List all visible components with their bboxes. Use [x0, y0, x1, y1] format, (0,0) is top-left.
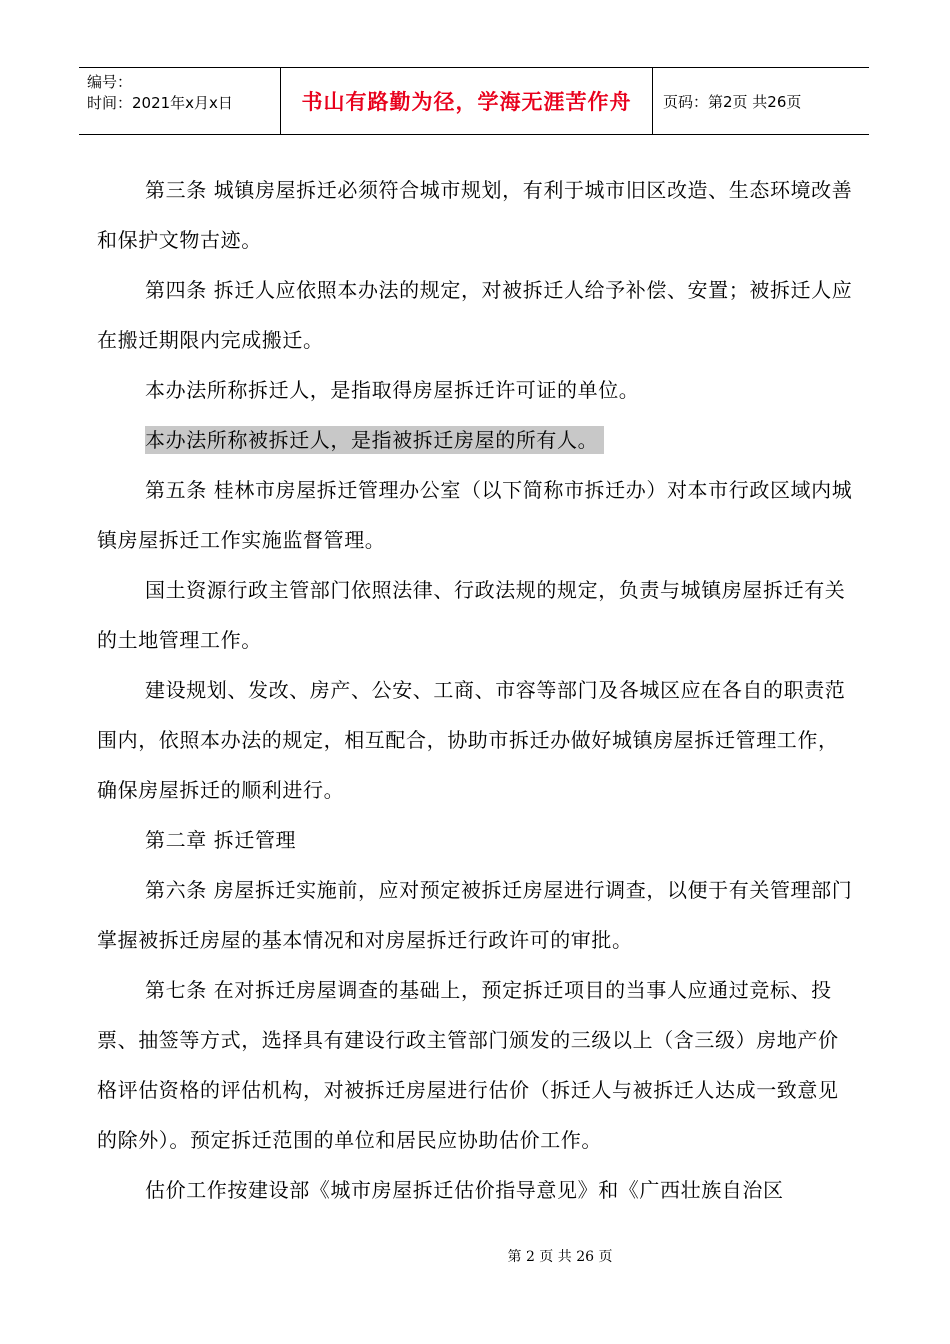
header-page-label: 页码：第2页 共26页	[663, 92, 802, 111]
paragraph-article-7: 第七条 在对拆迁房屋调查的基础上，预定拆迁项目的当事人应通过竞标、投票、抽签等方式，选择具有建设行政主管部门颁发的三级以上（含三级）房地产价格评估资格的评估机构，对被拆迁房屋进行估价（拆迁人与被拆迁人达成一致意见的除外）。预定拆迁范围的单位和居民应协助估价工作。	[97, 978, 839, 1152]
page-footer: 第 2 页 共 26 页	[507, 1249, 613, 1265]
header-motto: 书山有路勤为径，学海无涯苦作舟	[281, 68, 653, 134]
header-info-cell	[79, 68, 281, 134]
paragraph-land-resources: 国土资源行政主管部门依照法律、行政法规的规定，负责与城镇房屋拆迁有关的土地管理工作。	[97, 578, 846, 652]
chapter-heading: 第二章 拆迁管理	[145, 828, 297, 852]
paragraph-article-4: 第四条 拆迁人应依照本办法的规定，对被拆迁人给予补偿、安置；被拆迁人应在搬迁期限内完成搬迁。	[97, 278, 853, 352]
paragraph-demolisher-definition: 本办法所称拆迁人，是指取得房屋拆迁许可证的单位。	[145, 378, 640, 402]
time-label: 时间：2021年x月x日	[87, 94, 233, 112]
highlighted-text: 本办法所称被拆迁人，是指被拆迁房屋的所有人。	[145, 426, 604, 454]
document-body	[97, 165, 857, 1215]
page-header	[79, 67, 869, 135]
paragraph-demolished-definition	[97, 415, 857, 465]
paragraph-valuation: 估价工作按建设部《城市房屋拆迁估价指导意见》和《广西壮族自治区	[145, 1178, 784, 1202]
paragraph-article-6: 第六条 房屋拆迁实施前，应对预定被拆迁房屋进行调查，以便于有关管理部门掌握被拆迁房屋的基本情况和对房屋拆迁行政许可的审批。	[97, 878, 853, 952]
paragraph-departments: 建设规划、发改、房产、公安、工商、市容等部门及各城区应在各自的职责范围内，依照本办法的规定，相互配合，协助市拆迁办做好城镇房屋拆迁管理工作，确保房屋拆迁的顺利进行。	[97, 678, 846, 802]
number-label: 编号：	[87, 73, 133, 91]
paragraph-article-5: 第五条 桂林市房屋拆迁管理办公室（以下简称市拆迁办）对本市行政区域内城镇房屋拆迁工作实施监督管理。	[97, 478, 853, 552]
paragraph-article-3: 第三条 城镇房屋拆迁必须符合城市规划，有利于城市旧区改造、生态环境改善和保护文物古迹。	[97, 178, 853, 252]
